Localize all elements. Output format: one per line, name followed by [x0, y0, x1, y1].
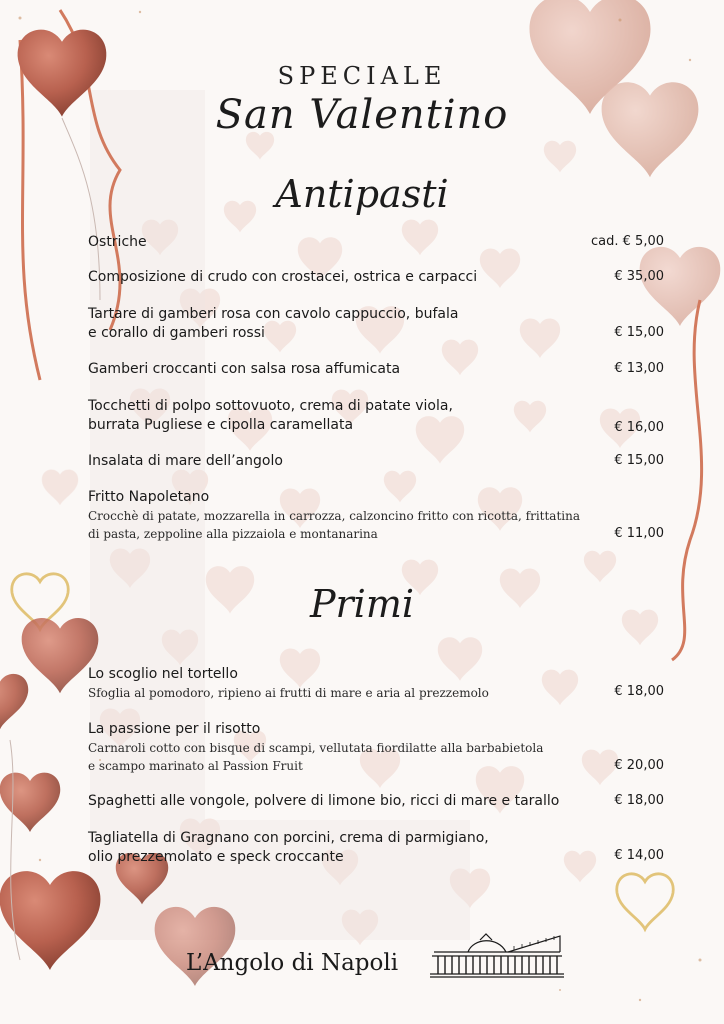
item-name: Fritto Napoletano	[88, 489, 210, 505]
header-kicker: SPECIALE	[277, 62, 447, 90]
item-name: Gamberi croccanti con salsa rosa affumicata	[88, 361, 401, 377]
item-price: € 15,00	[614, 325, 664, 340]
item-name: Insalata di mare dell’angolo	[88, 453, 283, 469]
item-name-line1: Tartare di gamberi rosa con cavolo cappuccio, bufala	[88, 306, 459, 322]
gallery-building-icon	[428, 932, 566, 980]
item-price: € 15,00	[614, 453, 664, 468]
item-price: € 14,00	[614, 848, 664, 863]
item-name-line2: e corallo di gamberi rossi	[88, 325, 265, 341]
item-price: € 35,00	[614, 269, 664, 284]
item-name: Ostriche	[88, 234, 147, 250]
item-name-line2: burrata Pugliese e cipolla caramellata	[88, 417, 354, 433]
menu-item	[88, 268, 664, 287]
menu-item	[88, 452, 664, 471]
section-title-primi: Primi	[309, 582, 415, 626]
item-description-line2: di pasta, zeppoline alla pizzaiola e montanarina	[88, 527, 378, 541]
menu-item	[88, 488, 664, 543]
menu-item	[88, 665, 664, 702]
item-price: € 13,00	[614, 361, 664, 376]
item-price: € 20,00	[614, 758, 664, 773]
item-description-line1: Carnaroli cotto con bisque di scampi, vellutata fiordilatte alla barbabietola	[88, 741, 544, 755]
menu-item	[88, 233, 664, 252]
item-price: € 18,00	[614, 793, 664, 808]
item-price: € 16,00	[614, 420, 664, 435]
item-name-line1: Tagliatella di Gragnano con porcini, crema di parmigiano,	[88, 830, 489, 846]
item-name: Spaghetti alle vongole, polvere di limone bio, ricci di mare e tarallo	[88, 793, 560, 809]
item-price: cad. € 5,00	[591, 234, 664, 249]
item-name-line2: olio prezzemolato e speck croccante	[88, 849, 344, 865]
header-title: San Valentino	[215, 92, 509, 138]
menu-item	[88, 720, 664, 775]
menu-item	[88, 360, 664, 379]
menu-item	[88, 829, 664, 867]
item-name: Composizione di crudo con crostacei, ostrica e carpacci	[88, 269, 478, 285]
item-name-line1: Tocchetti di polpo sottovuoto, crema di patate viola,	[88, 398, 453, 414]
item-description-line1: Sfoglia al pomodoro, ripieno ai frutti di mare e aria al prezzemolo	[88, 686, 489, 700]
menu-item	[88, 792, 664, 811]
item-name: La passione per il risotto	[88, 721, 261, 737]
item-price: € 11,00	[614, 526, 664, 541]
section-title-antipasti: Antipasti	[275, 172, 449, 216]
menu-item	[88, 305, 664, 343]
menu-item	[88, 397, 664, 435]
item-description-line1: Crocchè di patate, mozzarella in carrozza, calzoncino fritto con ricotta, frittatina	[88, 509, 580, 523]
item-name: Lo scoglio nel tortello	[88, 666, 238, 682]
item-description-line2: e scampo marinato al Passion Fruit	[88, 759, 303, 773]
restaurant-brand: L’Angolo di Napoli	[186, 950, 399, 976]
item-price: € 18,00	[614, 684, 664, 699]
